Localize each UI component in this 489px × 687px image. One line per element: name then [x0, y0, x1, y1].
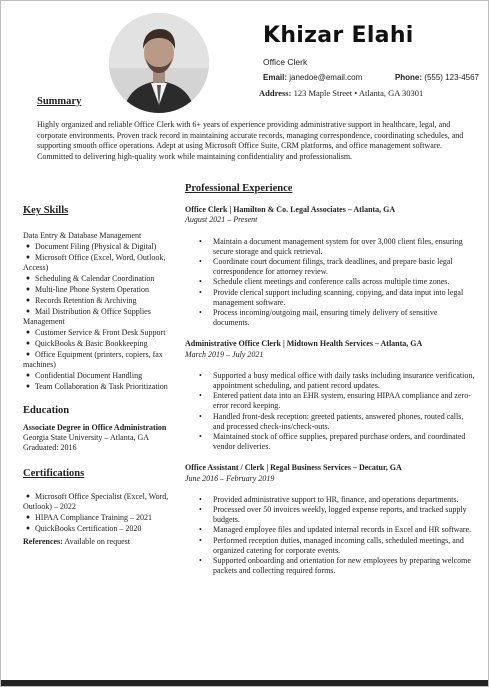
experience-heading: Professional Experience	[185, 183, 293, 194]
job-title: Administrative Office Clerk | Midtown Health Services – Atlanta, GA	[185, 339, 423, 349]
job-entry	[185, 463, 475, 576]
address-value: 123 Maple Street • Atlanta, GA 30301	[293, 88, 424, 98]
duty-item: • Maintained stock of office supplies, prepared purchase orders, and coordinated vendor deliveries.	[213, 432, 475, 452]
bullet-icon: ●	[25, 307, 31, 315]
bullet-icon: ●	[25, 253, 31, 261]
skill-text: QuickBooks & Basic Bookkeeping	[35, 339, 148, 348]
phone-label: Phone:	[394, 73, 423, 82]
job-duties	[185, 237, 475, 329]
address-line	[259, 88, 423, 98]
skill-text: Document Filing (Physical & Digital)	[35, 242, 157, 251]
profile-photo-image	[109, 13, 209, 113]
duty-item: • Schedule client meetings and conference calls across multiple time zones.	[213, 277, 475, 287]
skill-text: Scheduling & Calendar Coordination	[35, 274, 155, 283]
certification-item	[23, 491, 171, 512]
duty-item: • Maintain a document management system for over 3,000 client files, ensuring secure storage and quick retrieval.	[213, 237, 475, 257]
job-title: Office Assistant / Clerk | Regal Business Services – Decatur, GA	[185, 463, 402, 473]
skill-item	[23, 338, 171, 349]
job-dates: June 2016 – February 2019	[185, 473, 275, 483]
education-school: Georgia State University – Atlanta, GA	[23, 433, 150, 442]
skill-item	[23, 295, 171, 306]
references-label: References:	[23, 537, 63, 546]
bullet-icon: ●	[25, 296, 31, 304]
references-value: Available on request	[64, 537, 130, 546]
job-title: Office Clerk | Hamilton & Co. Legal Associates – Atlanta, GA	[185, 205, 396, 215]
duty-item: • Process incoming/outgoing mail, ensuring timely delivery of sensitive documents.	[213, 308, 475, 328]
bullet-icon: ●	[25, 371, 31, 379]
bullet-icon: ●	[25, 524, 31, 532]
bullet-icon: ●	[25, 242, 31, 250]
profile-photo	[109, 13, 209, 113]
summary-heading: Summary	[37, 96, 82, 107]
phone-entry	[395, 73, 479, 82]
bullet-icon: ●	[25, 492, 31, 500]
address-label: Address:	[259, 88, 292, 98]
job-entry	[185, 205, 475, 328]
duty-item: • Supported onboarding and orientation for new employees by preparing welcome packets and collecting required forms.	[213, 556, 475, 576]
skill-item	[23, 370, 171, 381]
bullet-icon: ●	[25, 274, 31, 282]
skill-item	[23, 381, 171, 392]
skill-text: Office Equipment (printers, copiers, fax machines)	[23, 350, 163, 369]
skill-item-first: Data Entry & Database Management	[23, 231, 142, 240]
bullet-icon: ●	[25, 339, 31, 347]
certifications-heading: Certifications	[23, 468, 85, 479]
skill-text: Records Retention & Archiving	[35, 296, 137, 305]
skill-item	[23, 349, 171, 370]
job-entry	[185, 339, 475, 452]
duty-item: • Supported a busy medical office with daily tasks including insurance verification, appointment scheduling, and patient record updates.	[213, 371, 475, 391]
duty-item: • Entered patient data into an EHR system, ensuring HIPAA compliance and zero-error record keeping.	[213, 391, 475, 411]
skill-text: Multi-line Phone System Operation	[35, 285, 149, 294]
candidate-role: Office Clerk	[263, 57, 308, 67]
certification-item	[23, 523, 171, 534]
skills-list	[23, 241, 171, 392]
email-value[interactable]: janedoe@email.com	[289, 73, 363, 82]
skill-text: Microsoft Office (Excel, Word, Outlook, Access)	[23, 253, 166, 272]
skill-text: Confidential Document Handling	[35, 371, 143, 380]
certifications-section	[23, 469, 171, 547]
duty-item: • Performed reception duties, managed incoming calls, scheduled meetings, and organized catering for corporate events.	[213, 536, 475, 556]
skill-item	[23, 327, 171, 338]
job-duties	[185, 371, 475, 453]
skill-item	[23, 241, 171, 252]
certification-item	[23, 512, 171, 523]
skill-item	[23, 306, 171, 327]
skill-text: Team Collaboration & Task Prioritization	[34, 382, 168, 391]
references-line	[23, 537, 171, 547]
duty-item: • Coordinate court document filings, track deadlines, and prepare basic legal correspondence for attorney review.	[213, 257, 475, 277]
candidate-name: Khizar Elahi	[263, 23, 414, 48]
job-dates: March 2019 – July 2021	[185, 349, 264, 359]
skill-item	[23, 252, 171, 273]
bullet-icon: ●	[25, 513, 31, 521]
bullet-icon: ●	[25, 328, 31, 336]
email-entry	[263, 73, 362, 82]
duty-item: • Handled front-desk reception: greeted patients, answered phones, routed calls, and processed check-ins/check-outs.	[213, 412, 475, 432]
duty-item: • Provided administrative support to HR, finance, and operations departments.	[213, 495, 475, 505]
skill-item	[23, 284, 171, 295]
job-dates: August 2021 – Present	[185, 215, 258, 225]
email-label: Email:	[263, 73, 288, 82]
duty-item: • Processed over 50 invoices weekly, logged expense reports, and tracked supply budgets.	[213, 505, 475, 525]
bullet-icon: ●	[25, 285, 31, 293]
duty-item: • Managed employee files and updated internal records in Excel and HR software.	[213, 525, 475, 535]
education-degree: Associate Degree in Office Administration	[23, 423, 167, 432]
skill-text: Mail Distribution & Office Supplies Management	[23, 307, 151, 326]
skills-heading: Key Skills	[23, 205, 69, 216]
certifications-list	[23, 491, 171, 534]
certification-text: HIPAA Compliance Training – 2021	[35, 513, 153, 522]
education-heading: Education	[23, 405, 70, 416]
skill-item	[23, 273, 171, 284]
duty-item: • Provide clerical support including scanning, copying, and data input into legal management software.	[213, 288, 475, 308]
certification-text: Microsoft Office Specialist (Excel, Word, Outlook) – 2022	[23, 492, 169, 511]
summary-text: Highly organized and reliable Office Clerk with 6+ years of experience providing administrative support in healthcare, legal, and corporate environments. Proven track record in maintaining accurate records, managing correspondence, coordinating schedules, and supporting smooth office operations. Adept at using Microsoft Office Suite, CRM platforms, and office management software. Committed to delivering high-quality work while maintaining confidentiality and professionalism.	[37, 120, 464, 161]
contact-line	[263, 73, 479, 82]
phone-value: (555) 123-4567	[424, 73, 479, 82]
certification-text: QuickBooks Certification – 2020	[35, 524, 142, 533]
job-duties	[185, 495, 475, 577]
bottom-border-bar	[1, 680, 488, 686]
bullet-icon: ●	[25, 350, 31, 358]
education-section	[23, 406, 171, 453]
right-column	[185, 184, 475, 588]
education-graduated: Graduated: 2016	[23, 443, 77, 452]
skill-text: Customer Service & Front Desk Support	[35, 328, 166, 337]
bullet-icon: ●	[25, 382, 31, 390]
left-column	[23, 206, 171, 547]
